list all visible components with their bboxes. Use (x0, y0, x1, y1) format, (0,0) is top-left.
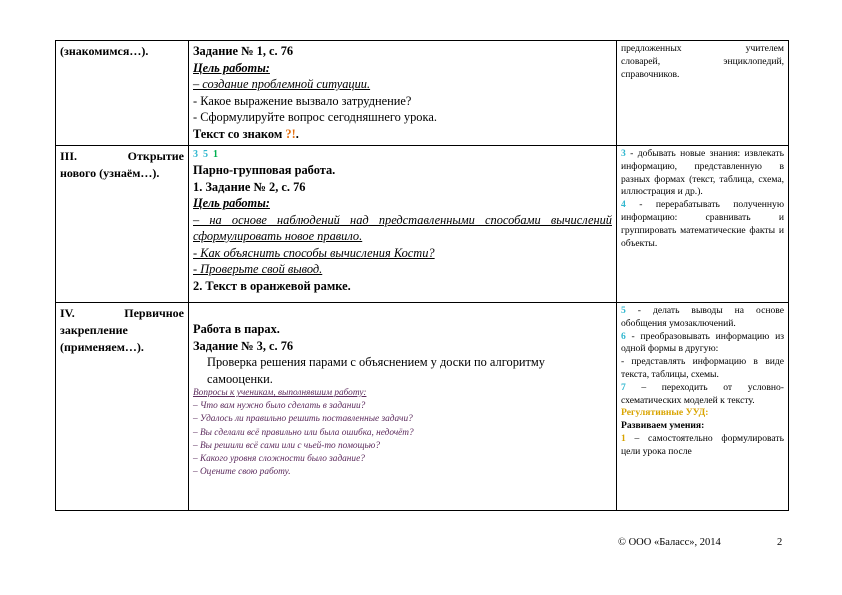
page-number: 2 (777, 537, 783, 548)
question: - Проверьте свой вывод. (193, 262, 323, 276)
uud-refs (193, 148, 612, 162)
stage-cell (56, 41, 189, 146)
uud-item (621, 382, 784, 408)
stage-word: Первичное (124, 306, 184, 320)
spacer (193, 305, 612, 321)
list-item: – Какого уровня сложности было задание? (193, 454, 365, 465)
uud-cell (617, 41, 789, 146)
stage-text: закрепление (60, 323, 128, 337)
activity-cell (189, 41, 617, 146)
question: - Сформулируйте вопрос сегодняшнего урока. (193, 110, 437, 124)
table-row (56, 303, 789, 511)
uud-item (621, 199, 784, 250)
table-row (56, 146, 789, 303)
uud-line: словарей, энциклопедий, (621, 55, 784, 67)
develop-label: Развиваем умения: (621, 420, 705, 432)
question: - Как объяснить способы вычисления Кости? (193, 245, 435, 260)
uud-cell (617, 303, 789, 511)
student-questions (193, 387, 612, 479)
work-mode: Парно-групповая работа. (193, 163, 336, 177)
lesson-plan-table (55, 40, 789, 511)
stage-text: нового (узнаём…). (60, 166, 160, 180)
uud-text: – переходить от условно-схематических моделей к тексту. (621, 381, 784, 406)
uud-num: 3 (621, 148, 626, 159)
activity-cell (189, 303, 617, 511)
question: - Какое выражение вызвало затруднение? (193, 93, 412, 108)
stage-text: (знакомимся…). (60, 44, 149, 58)
goal-label: Цель работы: (193, 60, 270, 75)
regulative-title: Регулятивные УУД: (621, 407, 709, 419)
stage-cell (56, 303, 189, 511)
list-item: – Что вам нужно было сделать в задании? (193, 401, 366, 412)
uud-text: - добывать новые знания: извлекать информацию, представленную в разных формах (текст, таблица, схема, иллюстрация и др.). (621, 148, 784, 198)
task-title: 1. Задание № 2, с. 76 (193, 179, 306, 194)
stage-title (60, 305, 184, 322)
uud-line: предложенных учителем (621, 43, 784, 54)
list-item: – Вы сделали всё правильно или была ошибка, недочёт? (193, 427, 414, 438)
uud-num: 5 (621, 305, 626, 316)
text-sign-label: Текст со знаком (193, 126, 286, 141)
uud-item (621, 331, 784, 357)
text-sign-line (193, 126, 612, 143)
copyright: © ООО «Баласс», 2014 (618, 537, 721, 548)
sign-end: . (295, 126, 299, 141)
stage-number: IV. (60, 306, 75, 320)
list-item: – Оцените свою работу. (193, 467, 291, 478)
uud-text: - преобразовывать информацию из одной формы в другую: (621, 330, 784, 355)
uud-line: справочников. (621, 68, 680, 80)
goal-label: Цель работы: (193, 196, 270, 210)
sign-symbol: ?! (285, 126, 296, 141)
stage-number: III. (60, 149, 78, 163)
list-item: – Вы решили всё сами или с чьей-то помощью? (193, 440, 380, 451)
task-title: Задание № 3, с. 76 (193, 338, 294, 353)
uud-num: 4 (621, 199, 626, 211)
uud-text: - делать выводы на основе обобщения умозаключений. (621, 305, 784, 329)
activity-cell (189, 146, 617, 303)
uud-item (621, 148, 784, 199)
list-item: – Удалось ли правильно решить поставленные задачи? (193, 414, 413, 425)
ref-num: 3 (193, 149, 198, 160)
task-title: Задание № 1, с. 76 (193, 44, 294, 58)
goal-text: – на основе наблюдений над представленными способами вычислений сформулировать новое правило. (193, 212, 612, 243)
work-mode: Работа в парах. (193, 322, 280, 336)
uud-item (621, 433, 784, 459)
uud-num: 6 (621, 330, 626, 342)
uud-text: - перерабатывать полученную информацию: сравнивать и группировать математические факты и объекты. (621, 199, 784, 249)
ref-num: 5 (203, 149, 208, 160)
ref-num: 1 (213, 149, 218, 160)
uud-text: – самостоятельно формулировать цели урока после (621, 432, 784, 457)
stage-word: Открытие (127, 149, 184, 163)
goal-text: – создание проблемной ситуации. (193, 77, 371, 91)
uud-item: - представлять информацию в виде текста, таблицы, схемы. (621, 356, 784, 380)
uud-num: 1 (621, 432, 626, 444)
table-row (56, 41, 789, 146)
stage-cell (56, 146, 189, 303)
questions-header: Вопросы к ученикам, выполнявшим работу: (193, 388, 367, 398)
stage-text: (применяем…). (60, 340, 144, 354)
task-title: 2. Текст в оранжевой рамке. (193, 278, 351, 293)
uud-cell (617, 146, 789, 303)
stage-title (60, 148, 184, 165)
task-text: Проверка решения парами с объяснением у доски по алгоритму самооценки. (207, 355, 545, 386)
uud-item (621, 305, 784, 331)
uud-num: 7 (621, 381, 626, 393)
